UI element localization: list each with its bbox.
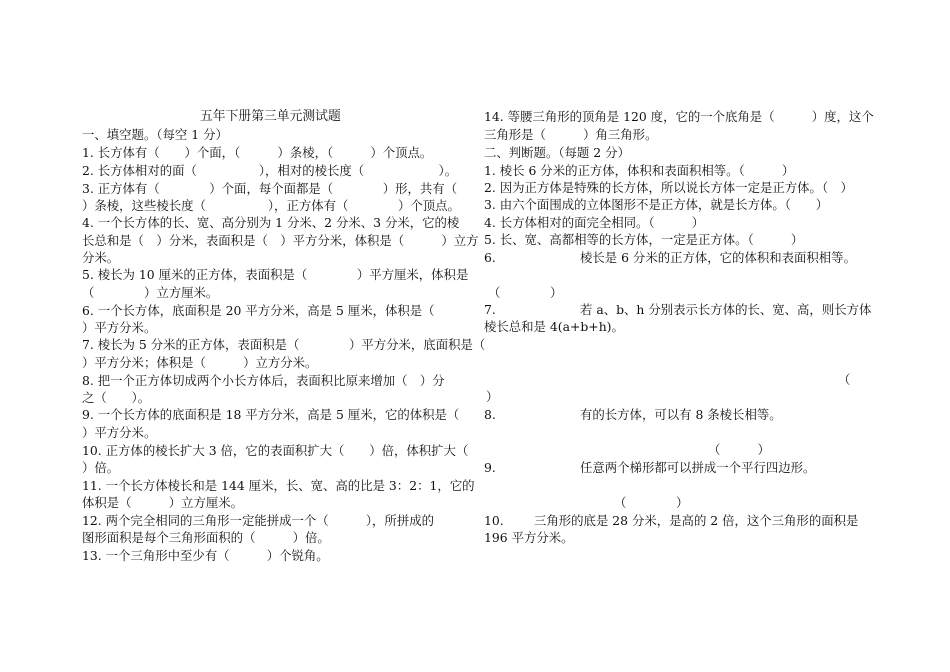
fill-line: ）平方分米。 xyxy=(82,425,157,440)
judge-item-7-text-2: 棱长总和是 4(a+b+h)。 xyxy=(484,319,624,334)
judge-item-10-text-2: 196 平方分米。 xyxy=(484,530,574,545)
fill-line: 8. 把一个正方体切成两个小长方体后，表面积比原来增加（ ）分 xyxy=(82,373,445,388)
q14-line-1: 14. 等腰三角形的顶角是 120 度，它的一个底角是（ ）度，这个 xyxy=(484,109,874,124)
judge-item-6-paren: （ ） xyxy=(488,285,563,300)
judge-item-6-text: 棱长是 6 分米的正方体，它的体积和表面积相等。 xyxy=(580,250,856,265)
fill-line: 4. 一个长方体的长、宽、高分别为 1 分米、2 分米、3 分米，它的棱 xyxy=(82,215,460,230)
fill-line: 2. 长方体相对的面（ ），相对的棱长度（ ）。 xyxy=(82,163,458,178)
fill-line: （ ）立方厘米。 xyxy=(82,285,219,300)
judge-item-6-number: 6. xyxy=(484,250,496,265)
judge-item-7-paren-open: （ xyxy=(838,372,851,387)
judge-item-8-paren: （ ） xyxy=(708,442,770,457)
fill-line: 13. 一个三角形中至少有（ ）个锐角。 xyxy=(82,548,329,563)
judge-item-4: 4. 长方体相对的面完全相同。（ ） xyxy=(484,215,705,230)
judge-item-7-paren-close: ） xyxy=(486,389,499,404)
judge-item-9-text: 任意两个梯形都可以拼成一个平行四边形。 xyxy=(580,460,816,475)
judge-item-3: 3. 由六个面围成的立体图形不是正方体，就是长方体。（ ） xyxy=(484,197,829,212)
fill-line: 图形面积是每个三角形面积的（ ）倍。 xyxy=(82,530,330,545)
judge-item-10-text: 三角形的底是 28 分米，是高的 2 倍，这个三角形的面积是 xyxy=(534,513,859,528)
judge-item-9-paren: （ ） xyxy=(614,495,689,510)
q14-line-2: 三角形是（ ）角三角形。 xyxy=(484,127,658,142)
section-fill-blank-heading: 一、填空题。（每空 1 分） xyxy=(82,127,228,142)
fill-line: 之（ ）。 xyxy=(82,390,151,405)
fill-line: ）平方分米；体积是（ ）立方分米。 xyxy=(82,355,318,370)
fill-line: 体积是（ ）立方厘米。 xyxy=(82,495,244,510)
section-judge-heading: 二、判断题。（每题 2 分） xyxy=(484,145,630,160)
fill-line: ）条棱，这些棱长度（ ），正方体有（ ）个顶点。 xyxy=(82,198,460,213)
fill-line: 3. 正方体有（ ）个面，每个面都是（ ）形，共有（ xyxy=(82,181,458,196)
exam-title: 五年下册第三单元测试题 xyxy=(200,109,341,124)
fill-line: ）平方分米。 xyxy=(82,320,157,335)
judge-item-2: 2. 因为正方体是特殊的长方体，所以说长方体一定是正方体。（ ） xyxy=(484,180,853,195)
judge-item-8-text: 有的长方体，可以有 8 条棱长相等。 xyxy=(580,407,782,422)
fill-line: 9. 一个长方体的底面积是 18 平方分米，高是 5 厘米，它的体积是（ xyxy=(82,407,460,422)
judge-item-1: 1. 棱长 6 分米的正方体，体积和表面积相等。（ ） xyxy=(484,163,795,178)
fill-line: 12. 两个完全相同的三角形一定能拼成一个（ ），所拼成的 xyxy=(82,513,434,528)
fill-line: 6. 一个长方体，底面积是 20 平方分米，高是 5 厘米，体积是（ xyxy=(82,303,435,318)
fill-line: 10. 正方体的棱长扩大 3 倍，它的表面积扩大（ ）倍，体积扩大（ xyxy=(82,443,469,458)
fill-line: 11. 一个长方体棱长和是 144 厘米，长、宽、高的比是 3：2：1，它的 xyxy=(82,478,475,493)
fill-line: 分米。 xyxy=(82,250,120,265)
judge-item-10-number: 10. xyxy=(484,513,504,528)
fill-line: ）倍。 xyxy=(82,460,120,475)
judge-item-5: 5. 长、宽、高都相等的长方体，一定是正方体。（ ） xyxy=(484,232,804,247)
judge-item-9-number: 9. xyxy=(484,460,496,475)
fill-line: 5. 棱长为 10 厘米的正方体，表面积是（ ）平方厘米，体积是 xyxy=(82,267,469,282)
judge-item-7-number: 7. xyxy=(484,302,496,317)
judge-item-7-text: 若 a、b、h 分别表示长方体的长、宽、高，则长方体 xyxy=(580,302,872,317)
fill-line: 长总和是（ ）分米，表面积是（ ）平方分米，体积是（ ）立方 xyxy=(82,233,479,248)
judge-item-8-number: 8. xyxy=(484,407,496,422)
fill-line: 1. 长方体有（ ）个面，（ ）条棱，（ ）个顶点。 xyxy=(82,145,433,160)
fill-line: 7. 棱长为 5 分米的正方体，表面积是（ ）平方分米，底面积是（ xyxy=(82,337,486,352)
